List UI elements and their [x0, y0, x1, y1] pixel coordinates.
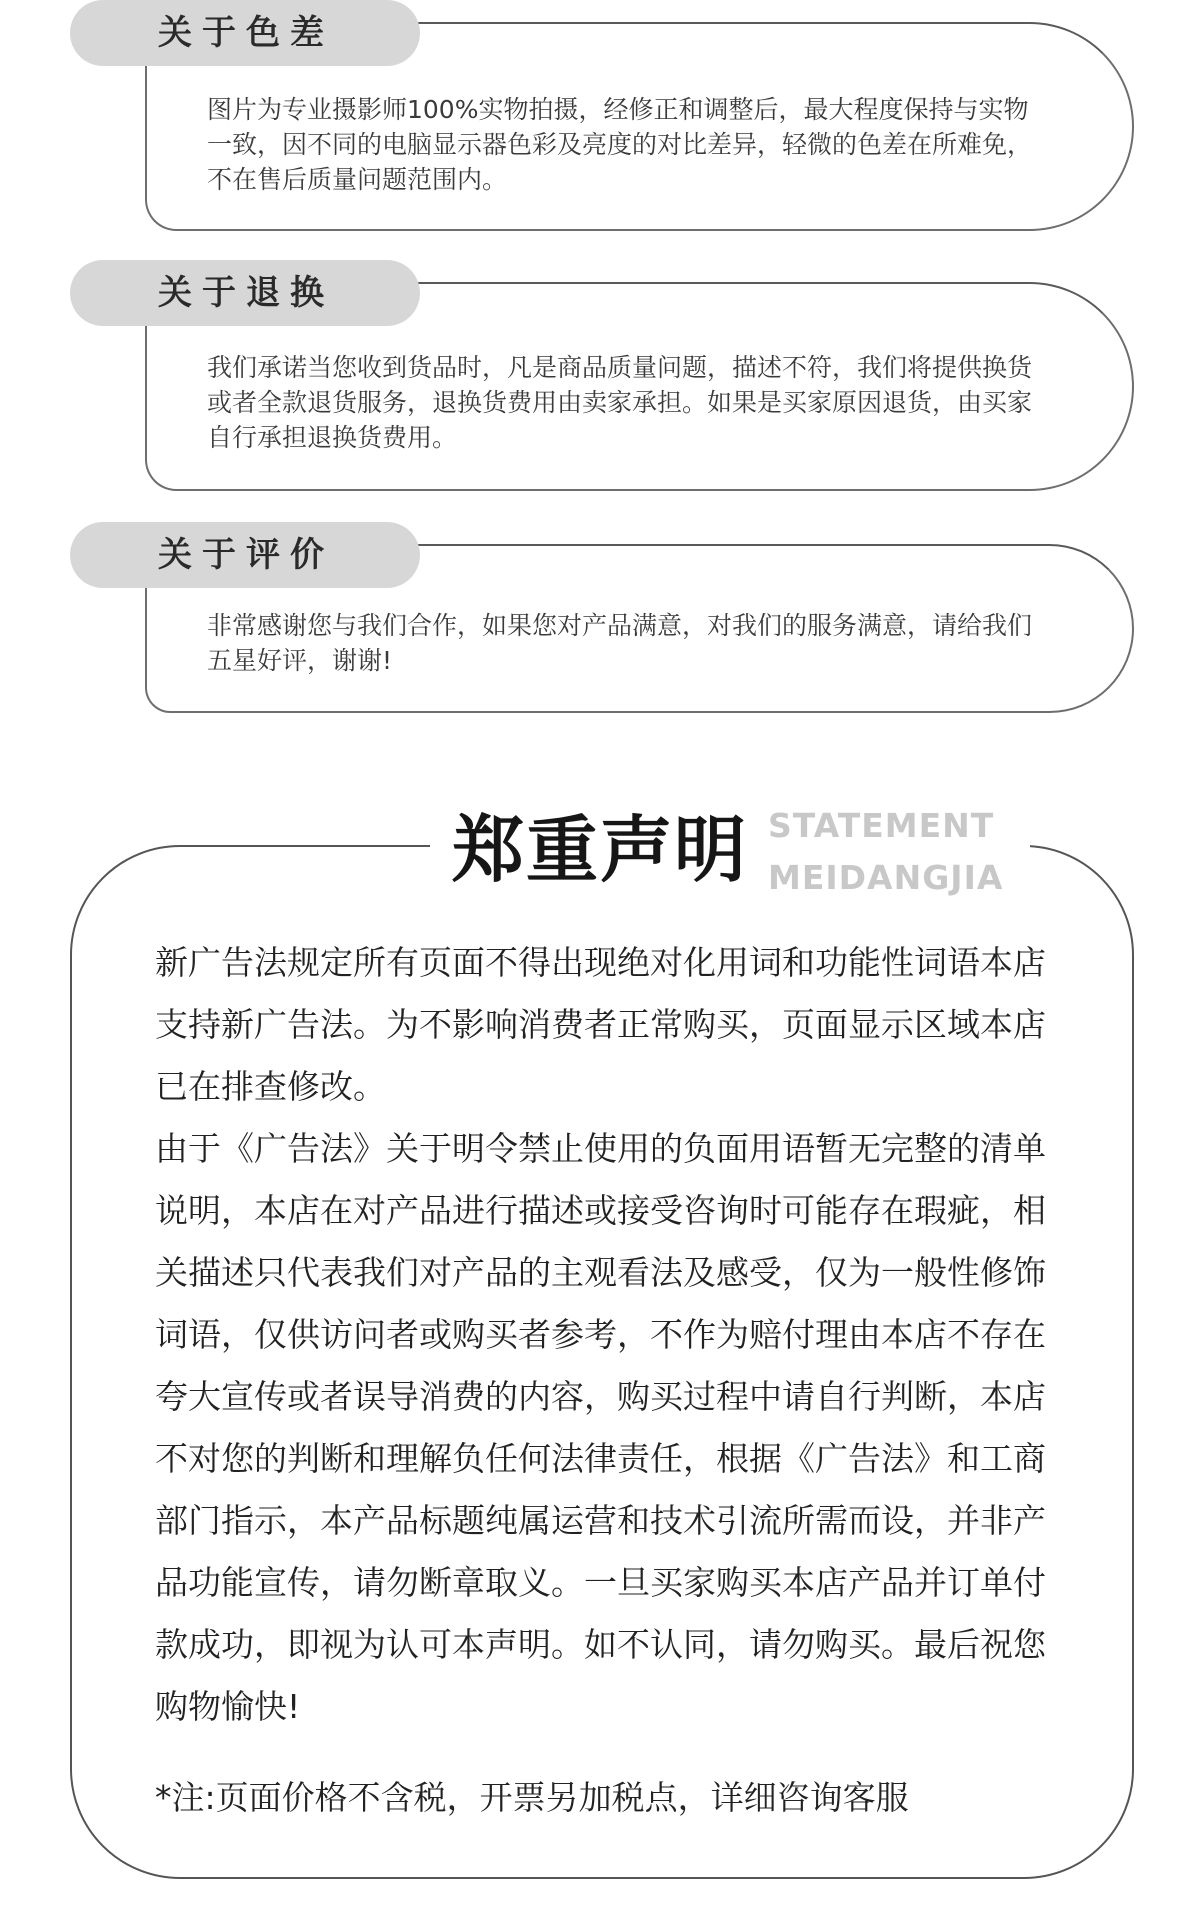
section-tab: [70, 522, 420, 588]
section-text: 图片为专业摄影师100%实物拍摄，经修正和调整后，最大程度保持与实物一致，因不同的电脑显示器色彩及亮度的对比差异，轻微的色差在所难免，不在售后质量问题范围内。: [207, 95, 1033, 194]
section-text: 我们承诺当您收到货品时，凡是商品质量问题，描述不符，我们将提供换货或者全款退货服务，退换货费用由卖家承担。如果是买家原因退货，由买家自行承担退换货费用。: [207, 353, 1033, 452]
statement-title: 郑重声明: [452, 808, 749, 892]
statement-note: *注:页面价格不含税，开票另加税点，详细咨询客服: [155, 1778, 909, 1817]
section-title: 关于退换: [158, 273, 334, 313]
section-tab: [70, 0, 420, 66]
section-title: 关于评价: [158, 535, 334, 575]
statement-paragraph: 新广告法规定所有页面不得出现绝对化用词和功能性词语本店支持新广告法。为不影响消费者正常购买，页面显示区域本店已在排查修改。: [155, 943, 1046, 1106]
section-tab: [70, 260, 420, 326]
statement-en-line1: STATEMENT: [768, 806, 995, 845]
statement-paragraph: 由于《广告法》关于明令禁止使用的负面用语暂无完整的清单说明，本店在对产品进行描述或接受咨询时可能存在瑕疵，相关描述只代表我们对产品的主观看法及感受，仅为一般性修饰词语，仅供访问者或购买者参考，不作为赔付理由本店不存在夸大宣传或者误导消费的内容，购买过程中请自行判断，本店不对您的判断和理解负任何法律责任，根据《广告法》和工商部门指示，本产品标题纯属运营和技术引流所需而设，并非产品功能宣传，请勿断章取义。一旦买家购买本店产品并订单付款成功，即视为认可本声明。如不认同，请勿购买。最后祝您购物愉快!: [155, 1129, 1046, 1726]
section-text: 非常感谢您与我们合作，如果您对产品满意，对我们的服务满意，请给我们五星好评，谢谢!: [207, 611, 1033, 675]
section-title: 关于色差: [158, 13, 334, 53]
statement-body: [155, 932, 1060, 1738]
statement-en-line2: MEIDANGJIA: [768, 858, 1004, 897]
statement-en-label: [768, 800, 1003, 904]
